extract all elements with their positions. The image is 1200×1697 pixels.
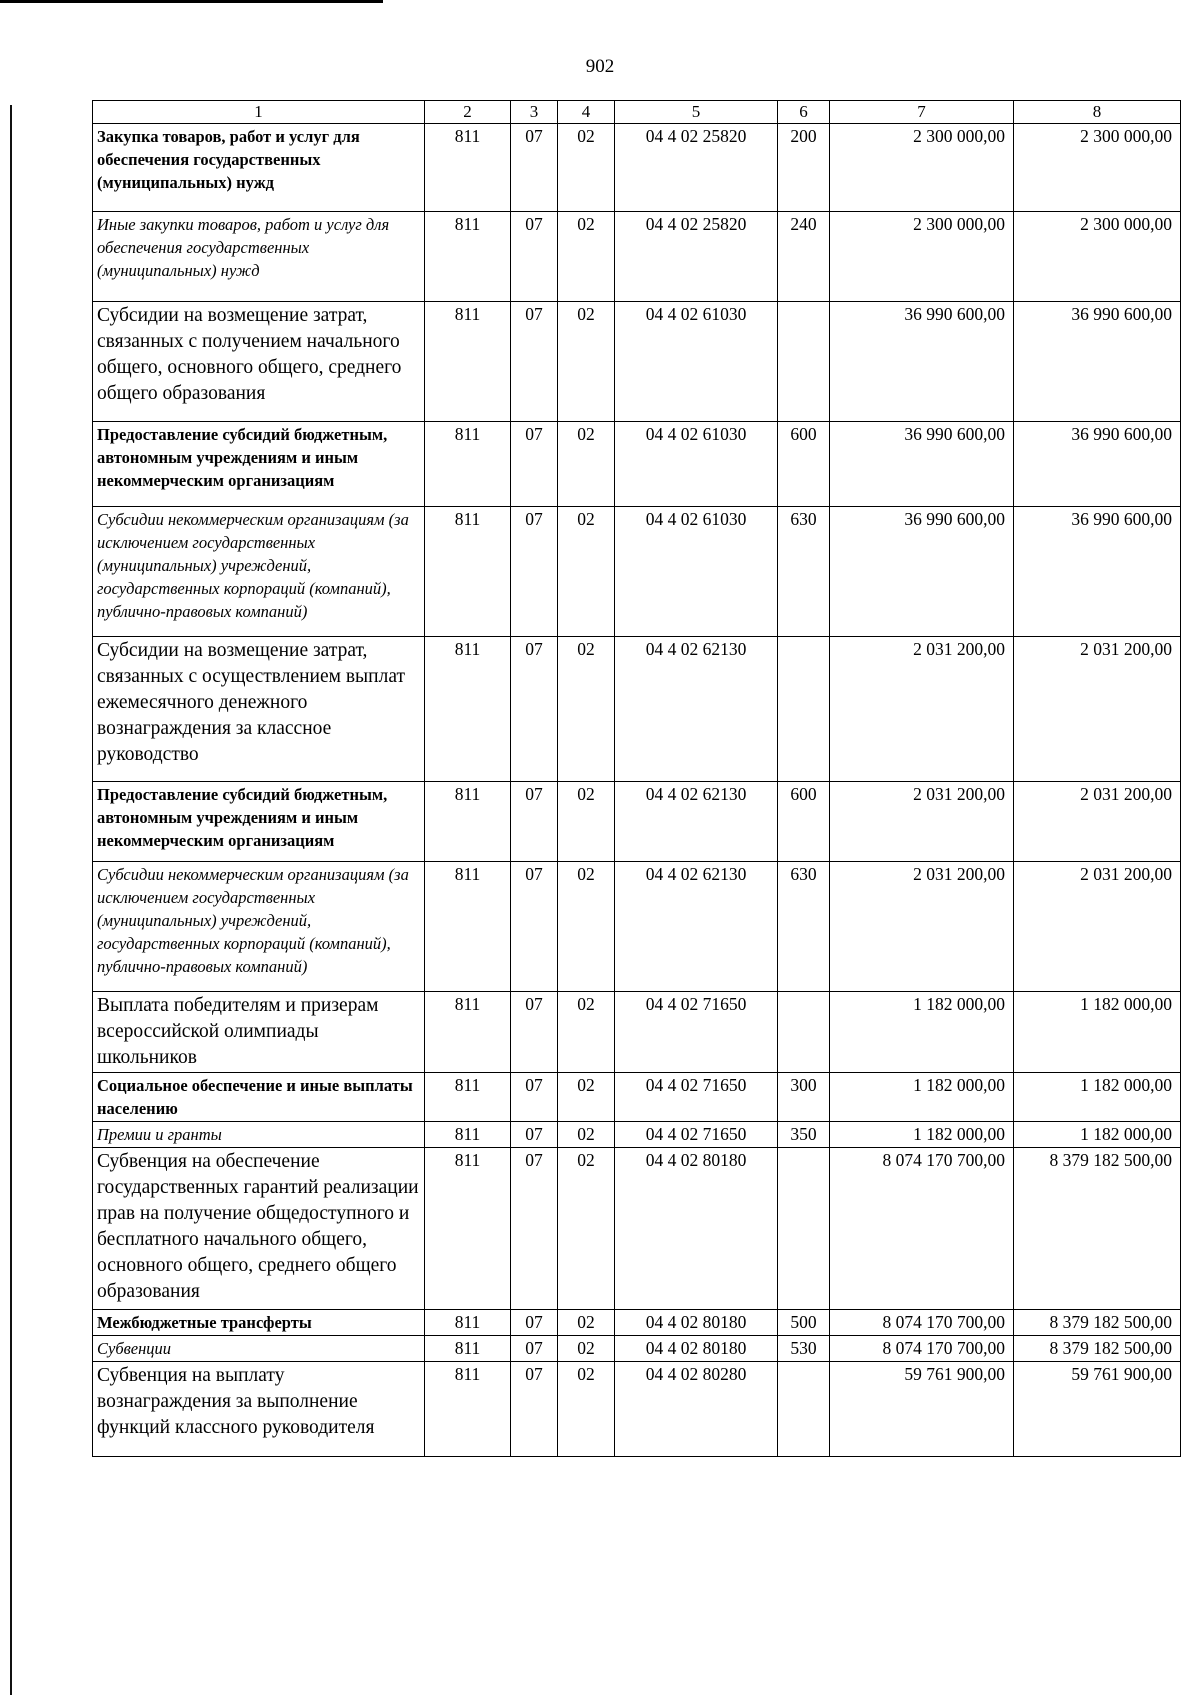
expense-type-code: 630 [778,862,830,992]
amount-year-2: 2 031 200,00 [1014,637,1181,782]
table-row [93,1073,1181,1122]
amount-year-1: 8 074 170 700,00 [830,1310,1014,1336]
amount-year-2: 36 990 600,00 [1014,302,1181,422]
line-item-name: Предоставление субсидий бюджетным, автономным учреждениям и иным некоммерческим организациям [93,422,425,507]
ministry-code: 811 [425,637,511,782]
ministry-code: 811 [425,124,511,212]
section-code: 07 [511,1073,558,1122]
amount-year-2: 1 182 000,00 [1014,1073,1181,1122]
section-code: 07 [511,1122,558,1148]
page-number: 902 [585,56,615,77]
target-article-code: 04 4 02 25820 [615,212,778,302]
expense-type-code [778,992,830,1073]
subsection-code: 02 [558,124,615,212]
top-rule [0,0,383,3]
column-number: 4 [558,101,615,124]
section-code: 07 [511,124,558,212]
amount-year-1: 8 074 170 700,00 [830,1148,1014,1310]
amount-year-2: 2 031 200,00 [1014,862,1181,992]
expense-type-code: 350 [778,1122,830,1148]
target-article-code: 04 4 02 62130 [615,782,778,862]
amount-year-2: 8 379 182 500,00 [1014,1148,1181,1310]
line-item-name: Субсидии на возмещение затрат, связанных с получением начального общего, основного общего, среднего общего образования [93,302,425,422]
subsection-code: 02 [558,1148,615,1310]
section-code: 07 [511,1148,558,1310]
target-article-code: 04 4 02 61030 [615,422,778,507]
amount-year-1: 2 031 200,00 [830,637,1014,782]
section-code: 07 [511,507,558,637]
line-item-name: Межбюджетные трансферты [93,1310,425,1336]
column-numbers-row [93,101,1181,124]
amount-year-2: 36 990 600,00 [1014,422,1181,507]
amount-year-1: 2 300 000,00 [830,212,1014,302]
amount-year-1: 2 031 200,00 [830,782,1014,862]
table-row [93,862,1181,992]
column-number: 8 [1014,101,1181,124]
line-item-name: Иные закупки товаров, работ и услуг для обеспечения государственных (муниципальных) нужд [93,212,425,302]
subsection-code: 02 [558,637,615,782]
target-article-code: 04 4 02 62130 [615,862,778,992]
target-article-code: 04 4 02 62130 [615,637,778,782]
subsection-code: 02 [558,1336,615,1362]
target-article-code: 04 4 02 61030 [615,507,778,637]
page-edge [10,105,12,1695]
ministry-code: 811 [425,1362,511,1457]
amount-year-2: 1 182 000,00 [1014,992,1181,1073]
amount-year-1: 1 182 000,00 [830,1073,1014,1122]
subsection-code: 02 [558,992,615,1073]
table-row [93,1336,1181,1362]
ministry-code: 811 [425,302,511,422]
line-item-name: Социальное обеспечение и иные выплаты населению [93,1073,425,1122]
expense-type-code: 500 [778,1310,830,1336]
table-row [93,124,1181,212]
amount-year-2: 8 379 182 500,00 [1014,1310,1181,1336]
line-item-name: Субсидии некоммерческим организациям (за исключением государственных (муниципальных) учреждений, государственных корпораций (компаний), публично-правовых компаний) [93,507,425,637]
ministry-code: 811 [425,1336,511,1362]
column-number: 5 [615,101,778,124]
ministry-code: 811 [425,507,511,637]
subsection-code: 02 [558,782,615,862]
amount-year-2: 8 379 182 500,00 [1014,1336,1181,1362]
table-row [93,1362,1181,1457]
table-row [93,507,1181,637]
subsection-code: 02 [558,862,615,992]
table-row [93,1122,1181,1148]
line-item-name: Выплата победителям и призерам всероссийской олимпиады школьников [93,992,425,1073]
expense-type-code [778,637,830,782]
target-article-code: 04 4 02 71650 [615,992,778,1073]
expense-type-code: 630 [778,507,830,637]
section-code: 07 [511,862,558,992]
subsection-code: 02 [558,422,615,507]
line-item-name: Субвенции [93,1336,425,1362]
ministry-code: 811 [425,1310,511,1336]
budget-table [92,100,1181,1457]
target-article-code: 04 4 02 80280 [615,1362,778,1457]
section-code: 07 [511,782,558,862]
amount-year-1: 36 990 600,00 [830,302,1014,422]
target-article-code: 04 4 02 61030 [615,302,778,422]
target-article-code: 04 4 02 25820 [615,124,778,212]
target-article-code: 04 4 02 80180 [615,1336,778,1362]
column-number: 7 [830,101,1014,124]
section-code: 07 [511,637,558,782]
line-item-name: Субвенция на обеспечение государственных гарантий реализации прав на получение общедоступного и бесплатного начального общего, основного общего, среднего общего образования [93,1148,425,1310]
target-article-code: 04 4 02 80180 [615,1310,778,1336]
target-article-code: 04 4 02 71650 [615,1122,778,1148]
subsection-code: 02 [558,212,615,302]
table-row [93,1310,1181,1336]
amount-year-1: 36 990 600,00 [830,507,1014,637]
table-row [93,302,1181,422]
ministry-code: 811 [425,422,511,507]
line-item-name: Субсидии некоммерческим организациям (за исключением государственных (муниципальных) учреждений, государственных корпораций (компаний), публично-правовых компаний) [93,862,425,992]
section-code: 07 [511,422,558,507]
line-item-name: Закупка товаров, работ и услуг для обеспечения государственных (муниципальных) нужд [93,124,425,212]
line-item-name: Предоставление субсидий бюджетным, автономным учреждениям и иным некоммерческим организациям [93,782,425,862]
ministry-code: 811 [425,1122,511,1148]
target-article-code: 04 4 02 71650 [615,1073,778,1122]
amount-year-1: 2 031 200,00 [830,862,1014,992]
ministry-code: 811 [425,212,511,302]
subsection-code: 02 [558,302,615,422]
table-row [93,992,1181,1073]
section-code: 07 [511,212,558,302]
line-item-name: Премии и гранты [93,1122,425,1148]
amount-year-2: 2 300 000,00 [1014,124,1181,212]
expense-type-code [778,302,830,422]
line-item-name: Субсидии на возмещение затрат, связанных с осуществлением выплат ежемесячного денежного вознаграждения за классное руководство [93,637,425,782]
amount-year-1: 1 182 000,00 [830,1122,1014,1148]
amount-year-2: 2 031 200,00 [1014,782,1181,862]
expense-type-code: 600 [778,422,830,507]
amount-year-2: 36 990 600,00 [1014,507,1181,637]
section-code: 07 [511,1310,558,1336]
expense-type-code: 200 [778,124,830,212]
subsection-code: 02 [558,1073,615,1122]
amount-year-2: 2 300 000,00 [1014,212,1181,302]
column-number: 3 [511,101,558,124]
expense-type-code: 300 [778,1073,830,1122]
amount-year-1: 8 074 170 700,00 [830,1336,1014,1362]
expense-type-code: 600 [778,782,830,862]
amount-year-1: 2 300 000,00 [830,124,1014,212]
ministry-code: 811 [425,782,511,862]
table-row [93,637,1181,782]
amount-year-1: 1 182 000,00 [830,992,1014,1073]
expense-type-code: 530 [778,1336,830,1362]
column-number: 1 [93,101,425,124]
amount-year-2: 59 761 900,00 [1014,1362,1181,1457]
column-number: 6 [778,101,830,124]
amount-year-1: 36 990 600,00 [830,422,1014,507]
subsection-code: 02 [558,507,615,637]
amount-year-1: 59 761 900,00 [830,1362,1014,1457]
expense-type-code [778,1362,830,1457]
table-row [93,1148,1181,1310]
column-number: 2 [425,101,511,124]
section-code: 07 [511,1362,558,1457]
table-row [93,782,1181,862]
section-code: 07 [511,992,558,1073]
ministry-code: 811 [425,1073,511,1122]
ministry-code: 811 [425,862,511,992]
expense-type-code [778,1148,830,1310]
section-code: 07 [511,1336,558,1362]
table-row [93,212,1181,302]
subsection-code: 02 [558,1310,615,1336]
line-item-name: Субвенция на выплату вознаграждения за выполнение функций классного руководителя [93,1362,425,1457]
amount-year-2: 1 182 000,00 [1014,1122,1181,1148]
target-article-code: 04 4 02 80180 [615,1148,778,1310]
ministry-code: 811 [425,992,511,1073]
subsection-code: 02 [558,1122,615,1148]
subsection-code: 02 [558,1362,615,1457]
section-code: 07 [511,302,558,422]
expense-type-code: 240 [778,212,830,302]
ministry-code: 811 [425,1148,511,1310]
table-row [93,422,1181,507]
